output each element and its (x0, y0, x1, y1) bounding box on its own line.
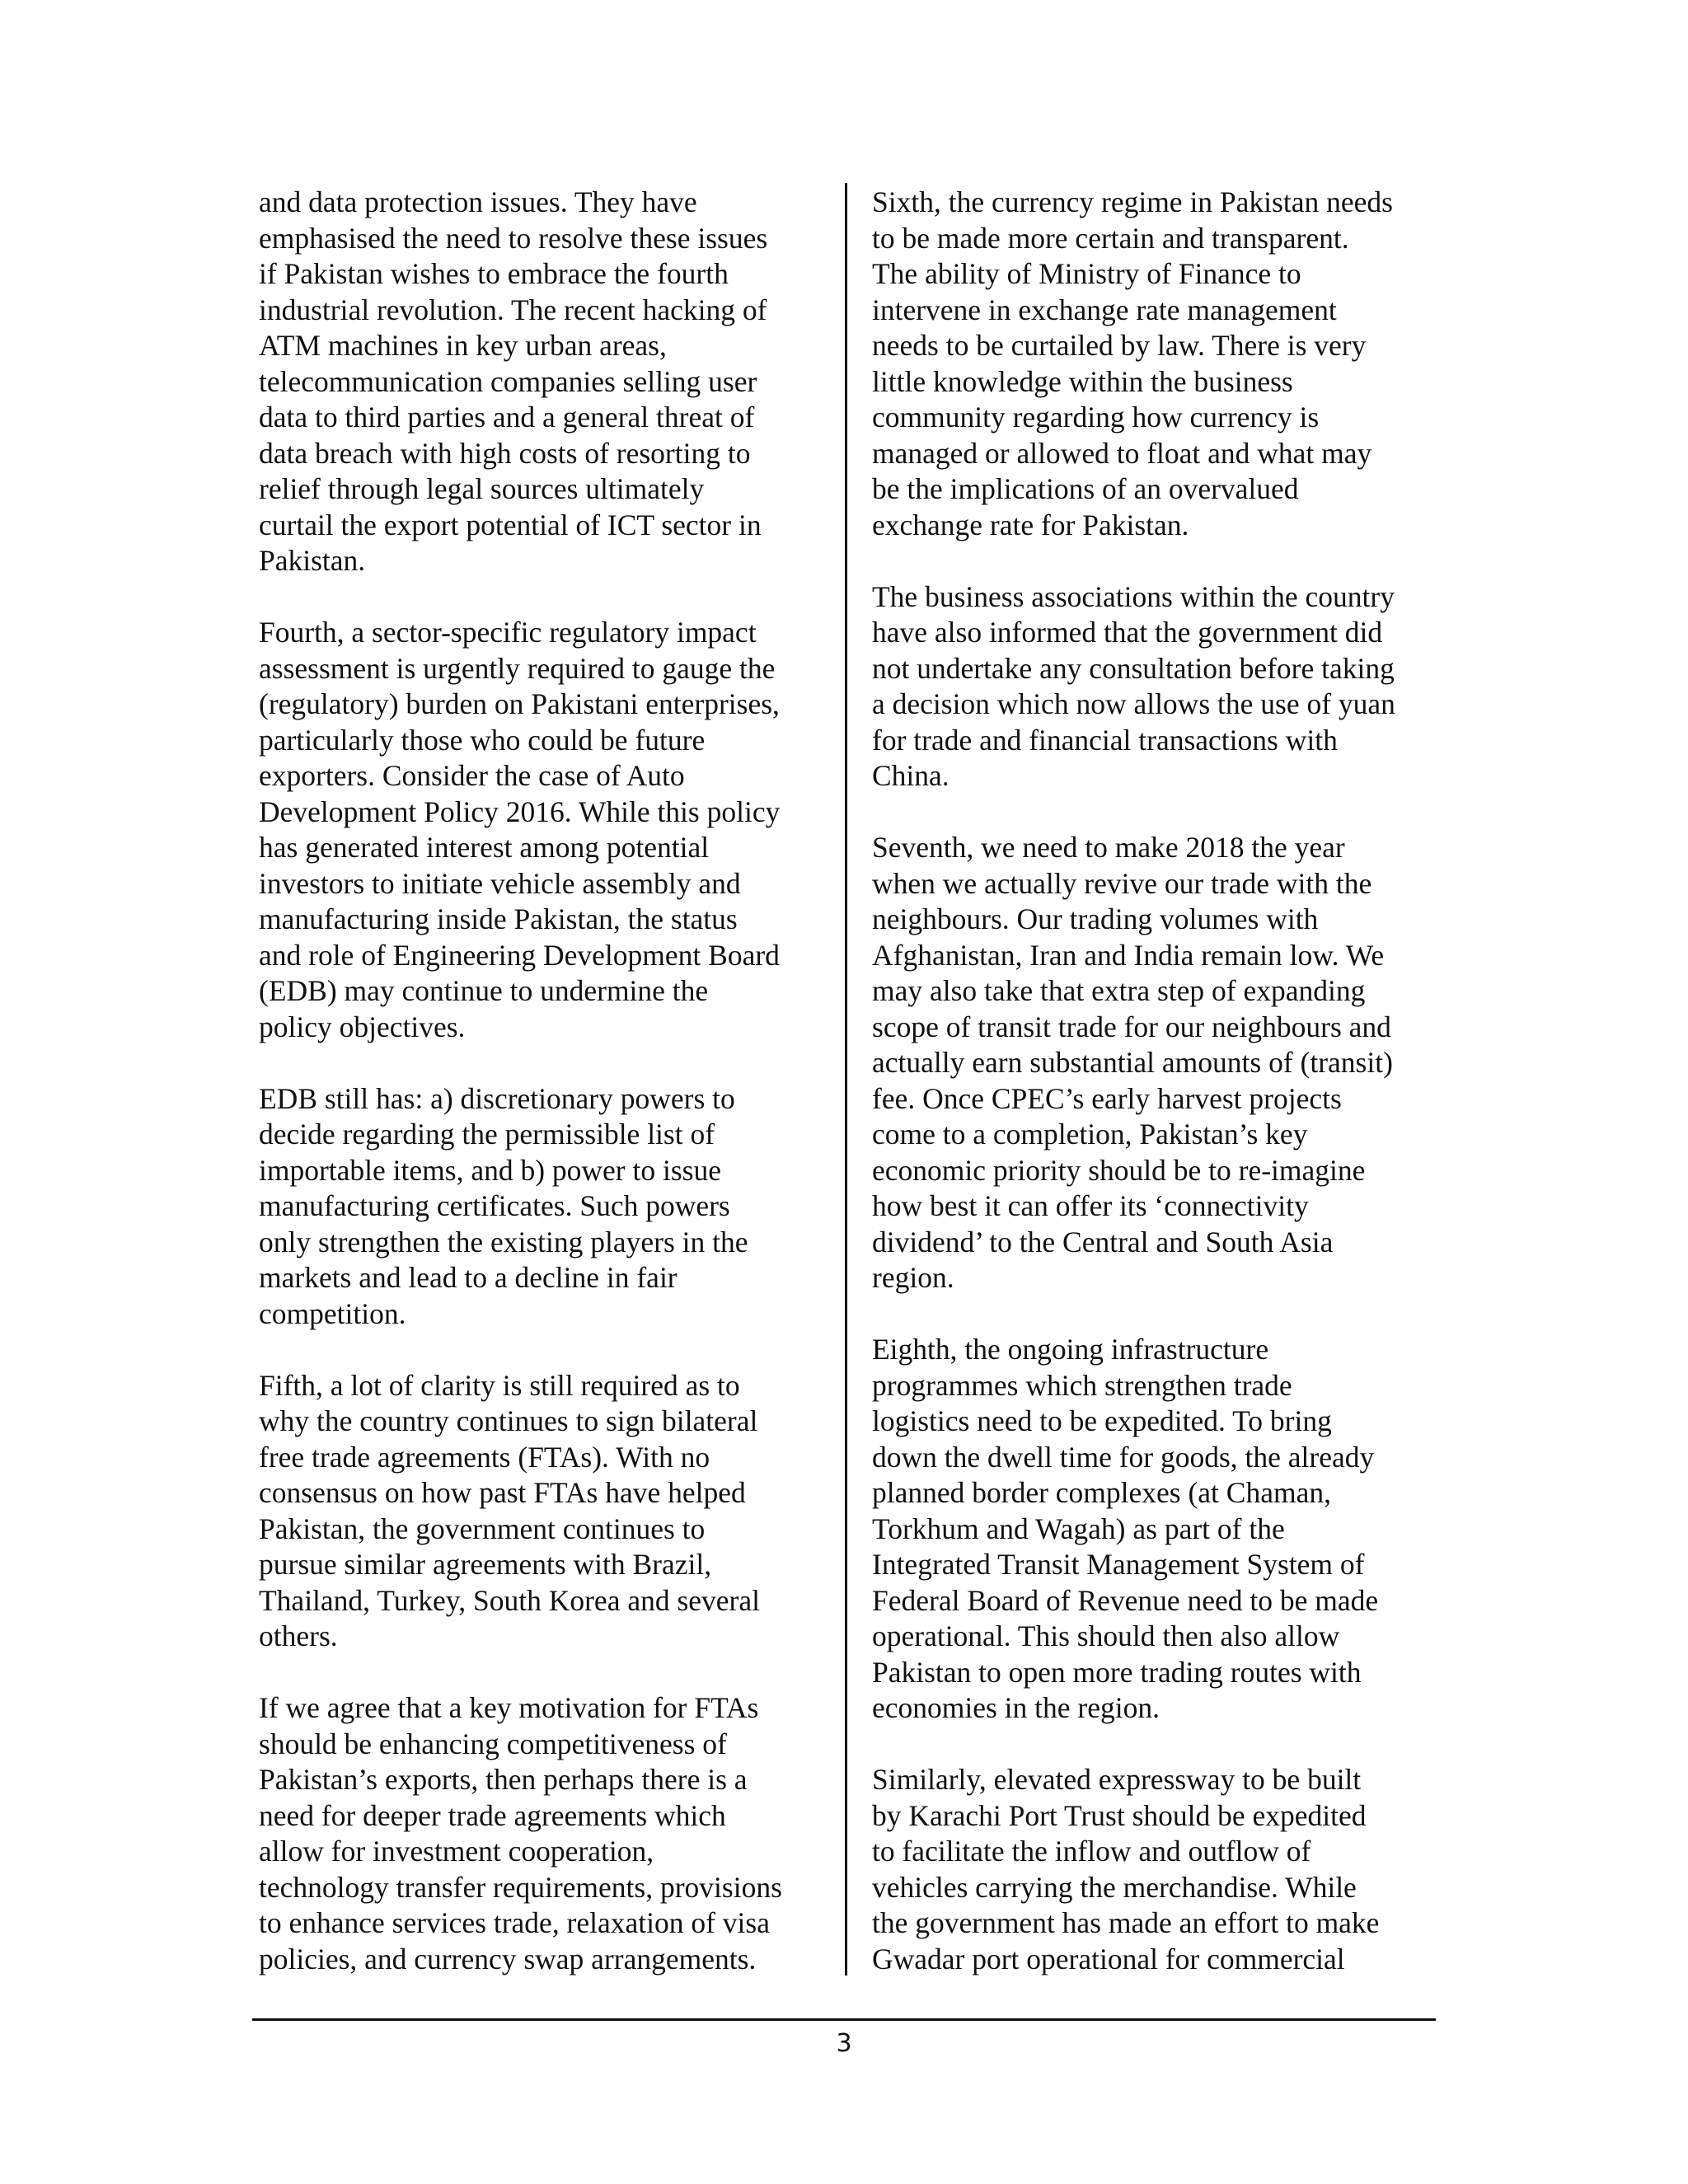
paragraph-sixth-currency-regime: Sixth, the currency regime in Pakistan needs to be made more certain and transparent. The ability of Ministry of Finance to intervene in exchange rate management needs to be curtailed by law. There is very little knowledge within the business community regarding how currency is managed or allowed to float and what may be the implications of an overvalued exchange rate for Pakistan. (872, 185, 1393, 541)
right-column (872, 185, 1441, 1977)
paragraph-elevated-expressway: Similarly, elevated expressway to be built by Karachi Port Trust should be expedited to facilitate the inflow and outflow of vehicles carrying the merchandise. While the government has made an effort to make Gwadar port operational for commercial (872, 1763, 1380, 1975)
paragraph-edb-powers: EDB still has: a) discretionary powers to decide regarding the permissible list of importable items, and b) power to issue manufacturing certificates. Such powers only strengthen the existing players in the markets and lead to a decline in fair competition. (259, 1081, 748, 1330)
left-column (259, 185, 828, 1977)
column-divider (845, 183, 847, 1975)
page-number: 3 (836, 2029, 852, 2058)
paragraph-seventh-neighbour-trade: Seventh, we need to make 2018 the year when we actually revive our trade with the neighbours. Our trading volumes with Afghanistan, Iran and India remain low. We may also take that extra step of expanding scope of transit trade for our neighbours and actually earn substantial amounts of (transit) fee. Once CPEC’s early harvest projects come to a completion, Pakistan’s key economic priority should be to re-imagine how best it can offer its ‘connectivity dividend’ to the Central and South Asia region. (872, 831, 1393, 1294)
paragraph-eighth-infrastructure: Eighth, the ongoing infrastructure programmes which strengthen trade logistics need to be expedited. To bring down the dwell time for goods, the already planned border complexes (at Chaman, Torkhum and Wagah) as part of the Integrated Transit Management System of Federal Board of Revenue need to be made operational. This should then also allow Pakistan to open more trading routes with economies in the region. (872, 1333, 1379, 1724)
paragraph-fta-motivation: If we agree that a key motivation for FTAs should be enhancing competitiveness of Pakistan’s exports, then perhaps there is a need for deeper trade agreements which allow for investment cooperation, technology transfer requirements, provisions to enhance services trade, relaxation of visa policies, and currency swap arrangements. (259, 1691, 782, 1975)
footer-rule (252, 2018, 1436, 2021)
paragraph-data-protection: and data protection issues. They have emphasised the need to resolve these issues if Pakistan wishes to embrace the fourth industrial revolution. The recent hacking of ATM machines in key urban areas, telecommunication companies selling user data to third parties and a general threat of data breach with high costs of resorting to relief through legal sources ultimately curtail the export potential of ICT sector in Pakistan. (259, 185, 768, 577)
paragraph-business-associations: The business associations within the country have also informed that the government did not undertake any consultation before taking a decision which now allows the use of yuan for trade and financial transactions with China. (872, 579, 1395, 792)
paragraph-fourth-regulatory-impact: Fourth, a sector-specific regulatory impact assessment is urgently required to gauge the (regulatory) burden on Pakistani enterprises, particularly those who could be future exporters. Consider the case of Auto Development Policy 2016. While this policy has generated interest among potential investors to initiate vehicle assembly and manufacturing inside Pakistan, the status and role of Engineering Development Board (EDB) may continue to undermine the policy objectives. (259, 616, 781, 1043)
paragraph-fifth-ftas: Fifth, a lot of clarity is still required as to why the country continues to sign bilateral free trade agreements (FTAs). With no consensus on how past FTAs have helped Pakistan, the government continues to pursue similar agreements with Brazil, Thailand, Turkey, South Korea and several others. (259, 1368, 760, 1652)
